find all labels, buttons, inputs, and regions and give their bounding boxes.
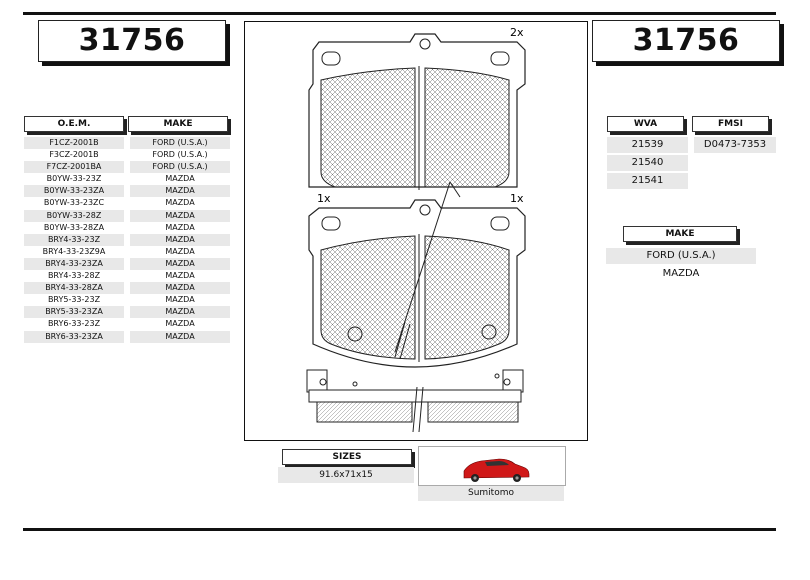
make-cell: FORD (U.S.A.): [130, 137, 230, 149]
part-number-left: 31756: [38, 20, 226, 62]
table-row: [24, 210, 230, 222]
make-cell: MAZDA: [130, 282, 230, 294]
make-cell: MAZDA: [165, 246, 195, 256]
make-cell: MAZDA: [130, 210, 230, 222]
make-cell: MAZDA: [130, 258, 230, 270]
table-row: [24, 294, 230, 306]
car-image-frame: [418, 446, 566, 486]
table-row: [24, 318, 230, 330]
oem-cell: BRY4-33-23Z: [24, 234, 124, 246]
make-cell: MAZDA: [130, 306, 230, 318]
make-cell: MAZDA: [130, 331, 230, 343]
make-list: [606, 248, 756, 284]
oem-cell: F3CZ-2001B: [49, 150, 99, 160]
wva-cell: 21541: [607, 173, 688, 189]
table-row: [24, 137, 230, 149]
brake-pad-svg: [245, 22, 587, 440]
top-rule: [23, 12, 776, 15]
bottom-rule: [23, 528, 776, 531]
oem-cell: B0YW-33-28Z: [24, 210, 124, 222]
table-row: [24, 270, 230, 282]
oem-cell: B0YW-33-23Z: [46, 174, 102, 184]
middle-pad: [309, 182, 525, 367]
make-cell: MAZDA: [165, 174, 195, 184]
oem-cell: B0YW-33-23ZA: [24, 185, 124, 197]
oem-cell: F1CZ-2001B: [24, 137, 124, 149]
table-row: [24, 197, 230, 209]
oem-cell: BRY4-33-23ZA: [24, 258, 124, 270]
oem-cell: F7CZ-2001BA: [24, 161, 124, 173]
make-list-cell: FORD (U.S.A.): [606, 248, 756, 264]
make-list-header: MAKE: [623, 226, 737, 242]
table-row: [24, 331, 230, 343]
oem-cell: BRY5-33-23Z: [47, 295, 101, 305]
make-cell: MAZDA: [130, 185, 230, 197]
manufacturer-label: Sumitomo: [418, 486, 564, 501]
table-row: [24, 258, 230, 270]
make-header: MAKE: [128, 116, 228, 132]
sizes-header: SIZES: [282, 449, 412, 465]
make-cell: MAZDA: [165, 222, 195, 232]
make-cell: MAZDA: [165, 198, 195, 208]
oem-header: O.E.M.: [24, 116, 124, 132]
make-cell: FORD (U.S.A.): [130, 161, 230, 173]
table-row: [24, 306, 230, 318]
table-row: [24, 234, 230, 246]
make-cell: FORD (U.S.A.): [152, 150, 208, 160]
qty-top-label: 2x: [510, 26, 524, 39]
oem-cell: BRY4-33-28ZA: [24, 282, 124, 294]
oem-cell: BRY4-33-28Z: [47, 271, 101, 281]
make-list-cell: MAZDA: [606, 266, 756, 282]
top-pad: [309, 34, 525, 197]
fmsi-cell: D0473-7353: [694, 137, 776, 153]
wva-header: WVA: [607, 116, 684, 132]
table-row: [24, 282, 230, 294]
wva-cell: 21539: [607, 137, 688, 153]
table-row: [24, 185, 230, 197]
qty-right-label: 1x: [510, 192, 524, 205]
table-row: [24, 173, 230, 185]
oem-cell: B0YW-33-28ZA: [43, 222, 105, 232]
qty-left-label: 1x: [317, 192, 331, 205]
oem-table: [24, 137, 230, 343]
table-row: [24, 246, 230, 258]
table-row: [24, 149, 230, 161]
part-number-right: 31756: [592, 20, 780, 62]
make-cell: MAZDA: [165, 319, 195, 329]
side-profile: [307, 370, 523, 432]
fmsi-list: [694, 137, 776, 155]
oem-cell: BRY5-33-23ZA: [24, 306, 124, 318]
oem-cell: BRY6-33-23Z: [47, 319, 101, 329]
make-cell: MAZDA: [165, 271, 195, 281]
table-row: [24, 161, 230, 173]
car-icon: [419, 447, 565, 485]
make-cell: MAZDA: [165, 295, 195, 305]
wva-list: [607, 137, 688, 191]
wva-cell: 21540: [607, 155, 688, 171]
fmsi-header: FMSI: [692, 116, 769, 132]
oem-cell: BRY6-33-23ZA: [24, 331, 124, 343]
brake-pad-drawing: [244, 21, 588, 441]
sizes-value: 91.6x71x15: [278, 467, 414, 483]
make-cell: MAZDA: [130, 234, 230, 246]
table-row: [24, 222, 230, 234]
oem-cell: B0YW-33-23ZC: [43, 198, 105, 208]
oem-cell: BRY4-33-23Z9A: [42, 246, 106, 256]
